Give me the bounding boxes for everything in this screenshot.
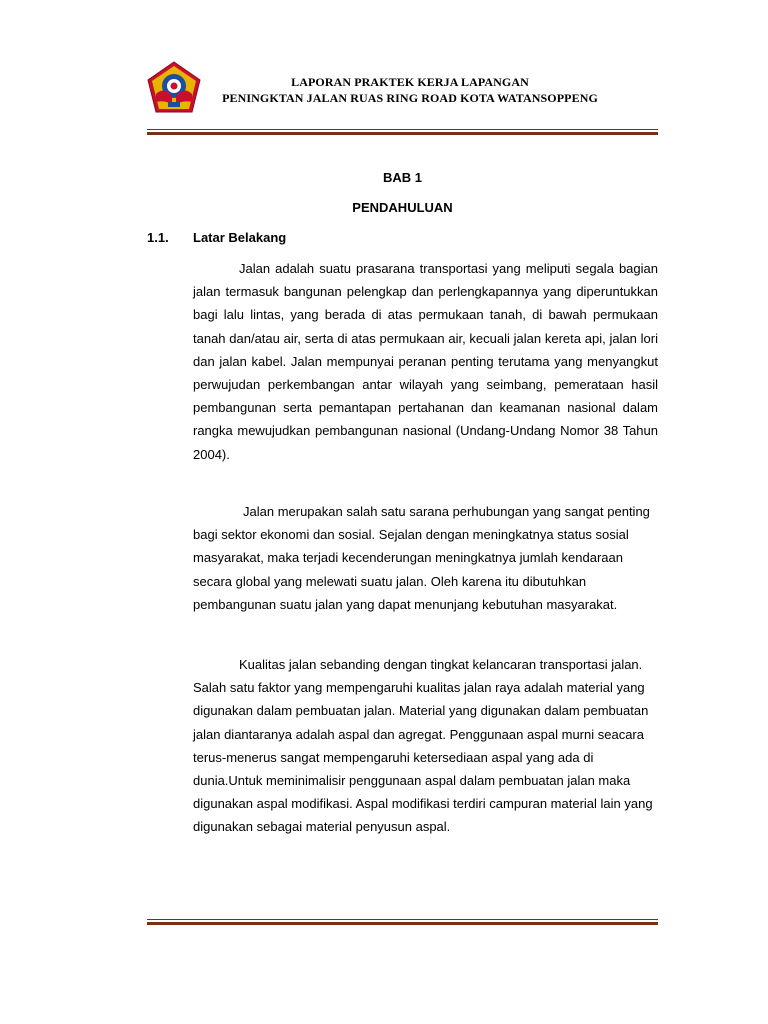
- paragraph-3: Kualitas jalan sebanding dengan tingkat kelancaran transportasi jalan. Salah satu faktor yang mempengaruhi kualitas jalan raya adalah material yang digunakan dalam pembuatan jalan. Material yang digunakan dalam pembuatan jalan diantaranya adalah aspal dan agregat. Penggunaan aspal murni seacara terus-menerus sangat mempengaruhi ketersediaan aspal yang ada di dunia.Untuk meminimalisir penggunaan aspal dalam pembuatan jalan maka digunakan aspal modifikasi. Aspal modifikasi terdiri campuran material lain yang digunakan sebagai material penyusun aspal.: [193, 657, 653, 835]
- paragraph-1: Jalan adalah suatu prasarana transportasi yang meliputi segala bagian jalan termasuk bangunan pelengkap dan perlengkapannya yang diperuntukkan bagi lalu lintas, yang berada di atas permukaan tanah, di bawah permukaan tanah dan/atau air, serta di atas permukaan air, kecuali jalan kereta api, jalan lori dan jalan kabel. Jalan mempunyai peranan penting terutama yang menyangkut perwujudan perkembangan antar wilayah yang seimbang, pemerataan hasil pembangunan serta pemantapan pertahanan dan keamanan nasional dalam rangka mewujudkan pembangunan nasional (Undang-Undang Nomor 38 Tahun 2004).: [193, 261, 658, 462]
- section-number: 1.1.: [147, 230, 169, 245]
- footer-divider: [147, 919, 658, 925]
- paragraph-2: Jalan merupakan salah satu sarana perhubungan yang sangat penting bagi sektor ekonomi dan sosial. Sejalan dengan meningkatnya status sosial masyarakat, maka terjadi kecenderungan meningkatnya jumlah kendaraan secara global yang melewati suatu jalan. Oleh karena itu dibutuhkan pembangunan suatu jalan yang dapat menunjang kebutuhan masyarakat.: [193, 504, 650, 612]
- university-emblem-logo: [146, 60, 202, 116]
- report-subtitle: PENINGKTAN JALAN RUAS RING ROAD KOTA WATANSOPPENG: [222, 91, 598, 105]
- chapter-number: BAB 1: [382, 170, 422, 185]
- header-divider: [147, 129, 658, 135]
- section-title: Latar Belakang: [193, 230, 287, 245]
- chapter-title: PENDAHULUAN: [352, 200, 453, 215]
- report-title: LAPORAN PRAKTEK KERJA LAPANGAN: [291, 75, 529, 89]
